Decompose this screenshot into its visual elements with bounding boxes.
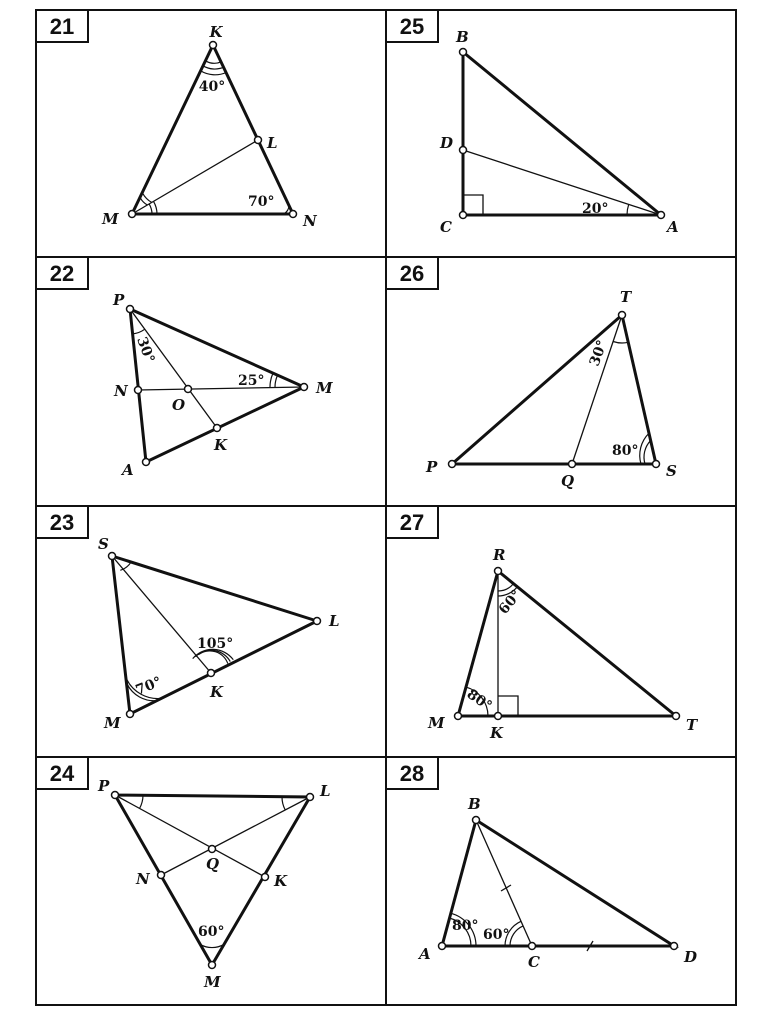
angle-label-c: 60° <box>483 927 510 943</box>
problem-number-badge <box>36 257 88 289</box>
point-label-p: P <box>426 458 438 476</box>
point-label-p: P <box>113 291 125 309</box>
point-label-m: M <box>316 379 333 397</box>
point-label-c: C <box>440 218 452 236</box>
svg-text:22: 22 <box>49 261 75 286</box>
triangle-kmn <box>129 42 297 218</box>
point-label-l: L <box>320 782 331 800</box>
point-label-k: K <box>274 872 288 890</box>
point-label-n: N <box>114 382 128 400</box>
angle-label-p: 30° <box>133 334 158 366</box>
point-label-r: R <box>493 546 506 564</box>
svg-text:24: 24 <box>49 761 75 786</box>
svg-text:27: 27 <box>399 510 425 535</box>
point-label-q: Q <box>206 855 220 873</box>
point-label-q: Q <box>561 472 575 490</box>
point-label-m: M <box>102 210 119 228</box>
angle-label-m: 70° <box>133 673 165 699</box>
point-label-t: T <box>620 288 632 306</box>
point-label-p: P <box>98 777 110 795</box>
angle-label-t: 30° <box>586 338 611 369</box>
point-label-k: K <box>209 23 223 41</box>
problem-number-badge <box>386 10 438 42</box>
problem-number-badge <box>386 257 438 289</box>
svg-text:21: 21 <box>49 14 75 39</box>
angle-label-m: 25° <box>238 373 265 389</box>
point-label-d: D <box>684 948 698 966</box>
problem-24 <box>36 757 331 991</box>
problem-21 <box>36 10 318 230</box>
problem-28 <box>386 757 697 971</box>
point-label-k: K <box>214 436 228 454</box>
angle-label-n: 70° <box>248 194 275 210</box>
angle-label-k: 40° <box>198 79 226 95</box>
angle-label-m: 80° <box>463 686 495 715</box>
point-label-n: N <box>136 870 150 888</box>
point-label-o: O <box>172 396 186 414</box>
point-label-m: M <box>104 714 121 732</box>
angle-label-a: 80° <box>452 918 479 934</box>
point-label-k: K <box>490 724 504 742</box>
angle-label-m: 60° <box>198 924 225 940</box>
point-label-b: B <box>468 795 481 813</box>
problem-26 <box>386 257 677 490</box>
point-label-l: L <box>267 134 278 152</box>
problem-number-badge <box>386 506 438 538</box>
problem-number-badge <box>386 757 438 789</box>
point-label-a: A <box>122 461 134 479</box>
point-label-a: A <box>419 945 431 963</box>
point-label-d: D <box>440 134 454 152</box>
problem-number-badge <box>36 506 88 538</box>
angle-label-r: 60° <box>495 586 526 618</box>
triangle-abc <box>460 49 665 219</box>
problem-number-badge <box>36 10 88 42</box>
angle-label-a: 20° <box>582 201 609 217</box>
problem-27 <box>386 506 699 742</box>
point-label-s: S <box>98 535 109 553</box>
svg-text:28: 28 <box>399 761 425 786</box>
point-label-t: T <box>686 716 698 734</box>
problem-23 <box>36 506 340 732</box>
point-label-b: B <box>456 28 469 46</box>
point-label-n: N <box>303 212 317 230</box>
point-label-k: K <box>210 683 224 701</box>
point-label-m: M <box>204 973 221 991</box>
svg-text:25: 25 <box>399 14 425 39</box>
angle-label-s: 80° <box>612 443 639 459</box>
problem-number-badge <box>36 757 88 789</box>
point-label-c: C <box>528 953 540 971</box>
problem-25 <box>386 10 679 236</box>
svg-text:26: 26 <box>399 261 425 286</box>
point-label-m: M <box>428 714 445 732</box>
svg-text:23: 23 <box>49 510 75 535</box>
point-label-s: S <box>666 462 677 480</box>
problem-22 <box>36 257 333 479</box>
point-label-l: L <box>329 612 340 630</box>
angle-label-k: 105° <box>197 636 234 652</box>
point-label-a: A <box>667 218 679 236</box>
